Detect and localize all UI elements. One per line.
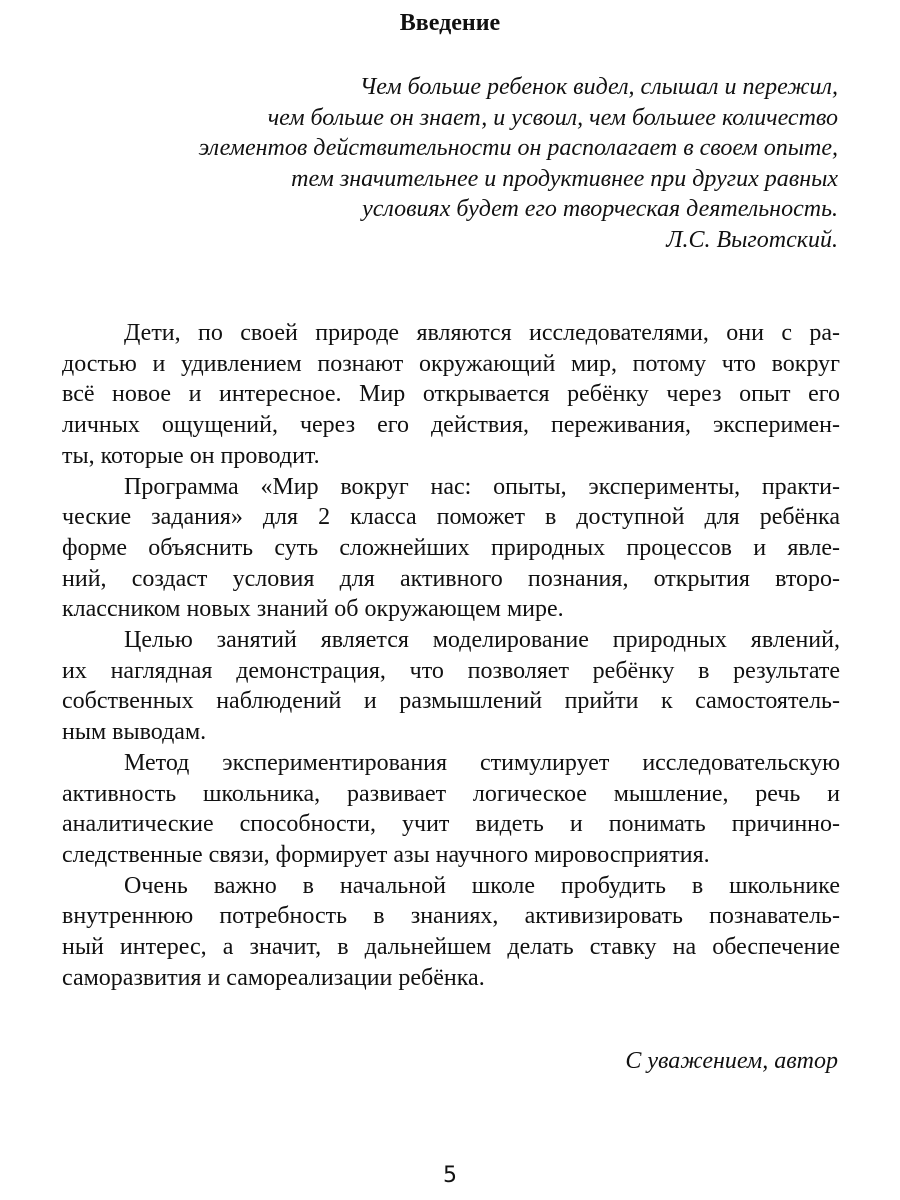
paragraph-line: саморазвития и самореализации ребёнка. <box>62 964 485 991</box>
paragraph-line: их наглядная демонстрация, что позволяет ребёнку в результате <box>62 657 840 684</box>
paragraph-line: классником новых знаний об окружающем мире. <box>62 596 564 623</box>
epigraph-line: чем больше он знает, и усвоил, чем большее количество <box>267 104 838 131</box>
signature: С уважением, автор <box>625 1048 838 1074</box>
paragraph-line: ным выводам. <box>62 719 207 746</box>
paragraph <box>62 748 840 871</box>
paragraph-line: личных ощущений, через его действия, переживания, эксперимен- <box>62 412 840 439</box>
paragraph-line: всё новое и интересное. Мир открывается ребёнку через опыт его <box>62 381 840 408</box>
paragraph-line: собственных наблюдений и размышлений прийти к самостоятель- <box>62 688 840 715</box>
paragraph-line: аналитические способности, учит видеть и понимать причинно- <box>62 811 840 838</box>
paragraph-line: Целью занятий является моделирование природных явлений, <box>124 627 840 654</box>
paragraph-line: Очень важно в начальной школе пробудить в школьнике <box>124 872 840 899</box>
epigraph-author: Л.С. Выготский. <box>666 226 838 253</box>
paragraph-line: внутреннюю потребность в знаниях, активизировать познаватель- <box>62 903 840 930</box>
epigraph-line: элементов действительности он располагает в своем опыте, <box>198 135 838 162</box>
paragraph-line: ний, создаст условия для активного познания, открытия второ- <box>62 565 840 592</box>
epigraph <box>199 72 838 256</box>
epigraph-line: Чем больше ребенок видел, слышал и пережил, <box>359 74 838 100</box>
paragraph-line: форме объяснить суть сложнейших природных процессов и явле- <box>62 534 840 561</box>
paragraph <box>62 318 840 472</box>
paragraph <box>62 625 840 748</box>
epigraph-line: условиях будет его творческая деятельность. <box>362 196 838 223</box>
epigraph-line: тем значительнее и продуктивнее при других равных <box>291 165 838 192</box>
paragraph-line: ный интерес, а значит, в дальнейшем делать ставку на обеспечение <box>62 934 840 961</box>
paragraph <box>62 871 840 994</box>
paragraph-line: ческие задания» для 2 класса поможет в доступной для ребёнка <box>62 504 840 531</box>
paragraph-line: достью и удивлением познают окружающий мир, потому что вокруг <box>62 350 840 377</box>
paragraph-line: Программа «Мир вокруг нас: опыты, эксперименты, практи- <box>124 473 840 500</box>
paragraph-line: ты, которые он проводит. <box>62 442 320 469</box>
page-number: 5 <box>443 1163 457 1188</box>
paragraph-line: активность школьника, развивает логическое мышление, речь и <box>62 780 840 807</box>
page-title: Введение <box>399 10 501 36</box>
paragraph <box>62 472 840 626</box>
paragraph-line: следственные связи, формирует азы научного мировосприятия. <box>62 841 710 868</box>
paragraph-line: Метод экспериментирования стимулирует исследовательскую <box>124 749 840 776</box>
paragraph-line: Дети, по своей природе являются исследователями, они с ра- <box>124 320 840 346</box>
body-text <box>62 318 840 993</box>
